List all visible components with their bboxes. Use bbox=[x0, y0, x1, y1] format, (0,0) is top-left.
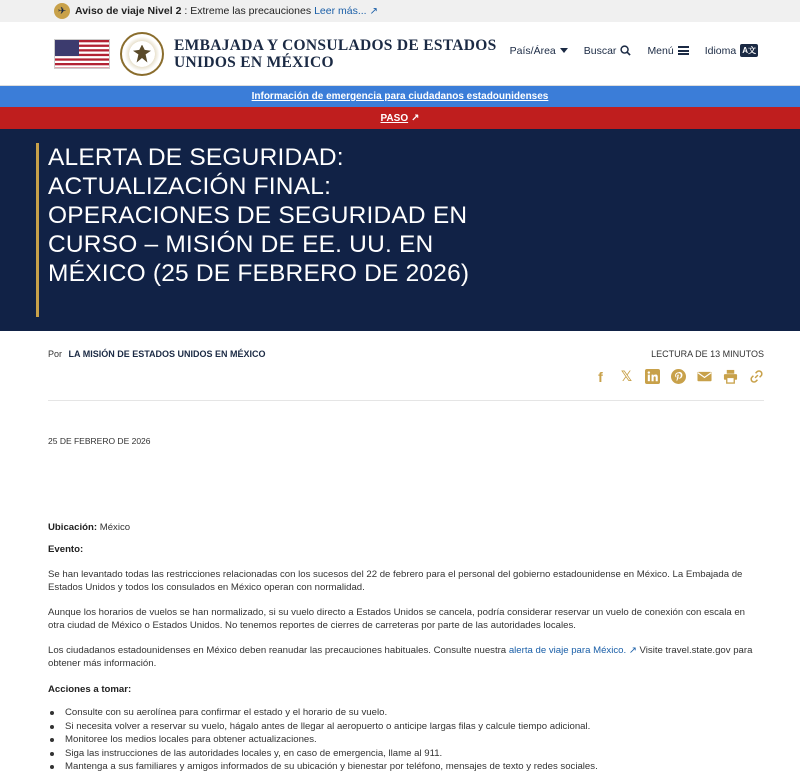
nav-language-button[interactable]: Idioma A文 bbox=[704, 44, 756, 57]
byline bbox=[48, 331, 764, 401]
pinterest-icon[interactable] bbox=[671, 369, 686, 384]
article-date: 25 DE FEBRERO DE 2026 bbox=[48, 436, 151, 446]
site-header bbox=[0, 22, 800, 86]
hero-accent-rule bbox=[36, 143, 39, 317]
us-flag-logo[interactable] bbox=[54, 39, 110, 69]
external-link-icon: ↗ bbox=[369, 5, 378, 17]
external-link-icon: ↗ bbox=[411, 112, 420, 124]
actions-list bbox=[48, 706, 764, 774]
read-time: LECTURA DE 13 MINUTOS bbox=[651, 349, 764, 359]
article-hero bbox=[0, 129, 800, 331]
nav-search-button[interactable]: Buscar bbox=[584, 45, 632, 57]
print-icon[interactable] bbox=[723, 369, 738, 384]
linkedin-icon[interactable] bbox=[645, 369, 660, 384]
emergency-info-bar bbox=[0, 86, 800, 107]
list-item: Consulte con su aerolínea para confirmar el estado y el horario de su vuelo. bbox=[48, 706, 764, 720]
translate-icon: A文 bbox=[742, 46, 756, 55]
paragraph-1: Se han levantado todas las restricciones relacionadas con los sucesos del 22 de febrero para el personal del gobierno estadounidense en México. La Embajada de Estados Unidos y todos los consulados en México operan con normalidad. bbox=[48, 568, 743, 593]
list-item: Monitoree los medios locales para obtener actualizaciones. bbox=[48, 733, 764, 747]
author-line: Por LA MISIÓN DE ESTADOS UNIDOS EN MÉXICO bbox=[48, 349, 266, 359]
list-item: Si necesita volver a reservar su vuelo, hágalo antes de llegar al aeropuerto o anticipe largas filas y calcule tiempo adicional. bbox=[48, 720, 764, 734]
step-link[interactable]: PASO bbox=[380, 112, 409, 124]
eagle-icon bbox=[133, 45, 151, 63]
hamburger-icon bbox=[678, 46, 689, 55]
emergency-info-link[interactable]: Información de emergencia para ciudadanos estadounidenses bbox=[251, 91, 549, 102]
embassy-seal-logo[interactable] bbox=[120, 32, 164, 76]
chevron-down-icon bbox=[560, 48, 568, 53]
plane-icon: ✈ bbox=[54, 3, 70, 19]
external-link-icon: ↗ bbox=[628, 644, 637, 656]
actions-heading: Acciones a tomar: bbox=[48, 683, 132, 695]
author-name[interactable]: LA MISIÓN DE ESTADOS UNIDOS EN MÉXICO bbox=[68, 349, 266, 359]
advisory-read-more-link[interactable]: Leer más... bbox=[314, 5, 367, 17]
article-body bbox=[0, 435, 800, 774]
main-nav bbox=[510, 44, 758, 57]
list-item: Mantenga a sus familiares y amigos informados de su ubicación y bienestar por teléfono, mensajes de texto y redes sociales. bbox=[48, 760, 764, 774]
advisory-level: Aviso de viaje Nivel 2 bbox=[75, 5, 182, 17]
share-toolbar bbox=[593, 369, 764, 384]
x-icon[interactable]: 𝕏 bbox=[620, 368, 633, 384]
email-icon[interactable] bbox=[697, 369, 712, 384]
location-line: Ubicación: México bbox=[48, 521, 131, 533]
nav-menu-button[interactable]: Menú bbox=[647, 45, 688, 57]
travel-advisory-bar bbox=[0, 0, 800, 22]
search-icon bbox=[620, 45, 631, 56]
paragraph-2: Aunque los horarios de vuelos se han normalizado, si su vuelo directo a Estados Unidos se cancela, podría considerar reservar un vuelo de conexión con escala en otra ciudad de México o Estados Unidos. No tenemos reportes de cierres de carreteras por parte de las autoridades locales. bbox=[48, 606, 746, 631]
list-item: Siga las instrucciones de las autoridades locales y, en caso de emergencia, llame al 911. bbox=[48, 747, 764, 761]
paragraph-3: Los ciudadanos estadounidenses en México deben reanudar las precauciones habituales. Consulte nuestra alerta de viaje para México. ↗ Visite travel.state.gov para obtener más información. bbox=[48, 644, 753, 669]
site-title[interactable]: EMBAJADA Y CONSULADOS DE ESTADOS UNIDOS EN MÉXICO bbox=[174, 36, 497, 71]
link-icon[interactable] bbox=[749, 369, 764, 384]
event-heading: Evento: bbox=[48, 544, 84, 555]
advisory-text: : Extreme las precauciones bbox=[184, 5, 312, 17]
article-title: ALERTA DE SEGURIDAD: ACTUALIZACIÓN FINAL: OPERACIONES DE SEGURIDAD EN CURSO – MISIÓN DE EE. UU. EN MÉXICO (25 DE FEBRERO DE 2026) bbox=[48, 144, 470, 287]
facebook-icon[interactable]: f bbox=[598, 368, 603, 385]
travel-advisory-link[interactable]: alerta de viaje para México. bbox=[508, 644, 627, 656]
nav-country-dropdown[interactable]: País/Área bbox=[510, 45, 568, 57]
step-enrollment-bar bbox=[0, 107, 800, 129]
